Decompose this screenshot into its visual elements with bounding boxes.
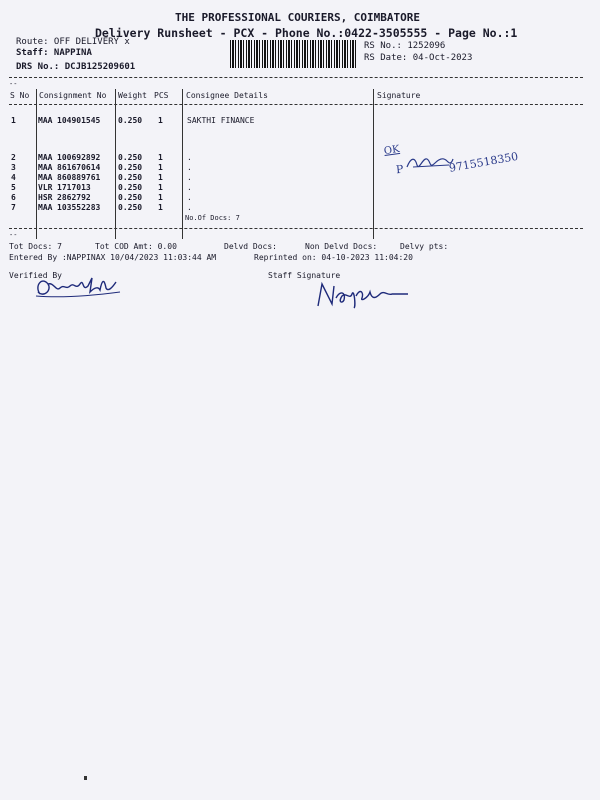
col-details: Consignee Details <box>186 91 268 100</box>
row-details: . <box>187 193 192 202</box>
rs-number: RS No.: 1252096 <box>364 41 446 51</box>
col-sno: S No <box>10 91 30 100</box>
row-weight: 0.250 <box>118 163 143 172</box>
tot-cod: Tot COD Amt: 0.00 <box>95 242 177 251</box>
staff-signature <box>312 278 412 312</box>
delvd-docs: Delvd Docs: <box>224 242 277 251</box>
col-divider <box>373 89 374 239</box>
barcode-image <box>230 40 358 68</box>
staff-signature-label: Staff Signature <box>268 271 341 280</box>
row-details: . <box>187 183 192 192</box>
row-sno: 3 <box>11 163 16 172</box>
row-sno: 6 <box>11 193 16 202</box>
mid-dash-mark: -- <box>9 231 18 239</box>
handwritten-ok: OK <box>383 143 401 158</box>
drs-number: DRS No.: DCJB125209601 <box>16 62 136 72</box>
row-sno: 1 <box>11 116 16 125</box>
row-consignment: 103552283 <box>57 203 101 212</box>
col-consignment: Consignment No <box>39 91 107 100</box>
row-prefix: MAA <box>38 153 53 162</box>
verified-by-label: Verified By <box>9 271 62 280</box>
col-weight: Weight <box>118 91 147 100</box>
row-weight: 0.250 <box>118 203 143 212</box>
row-sno: 5 <box>11 183 16 192</box>
row-sno: 4 <box>11 173 16 182</box>
row-pcs: 1 <box>158 163 163 172</box>
col-divider <box>36 89 37 239</box>
row-prefix: HSR <box>38 193 53 202</box>
row-prefix: MAA <box>38 163 53 172</box>
row-prefix: MAA <box>38 116 53 125</box>
row-pcs: 1 <box>158 183 163 192</box>
row-weight: 0.250 <box>118 183 143 192</box>
verifier-signature <box>30 272 130 302</box>
row-details: SAKTHI FINANCE <box>187 116 255 125</box>
row-consignment: 861670614 <box>57 163 101 172</box>
row-consignment: 2862792 <box>57 193 91 202</box>
row-weight: 0.250 <box>118 193 143 202</box>
table-bottom-rule <box>9 228 583 229</box>
row-pcs: 1 <box>158 153 163 162</box>
col-divider <box>182 89 183 239</box>
col-pcs: PCS <box>154 91 169 100</box>
row-details: . <box>187 153 192 162</box>
company-name: THE PROFESSIONAL COURIERS, COIMBATORE <box>175 11 421 24</box>
handwritten-phone: 9715518350 <box>448 149 520 175</box>
table-top-rule <box>9 77 583 78</box>
row-consignment: 860889761 <box>57 173 101 182</box>
delvy-pts: Delvy pts: <box>400 242 449 251</box>
row-sno: 7 <box>11 203 16 212</box>
row-prefix: VLR <box>38 183 53 192</box>
runsheet-title: Delivery Runsheet - PCX - Phone No.:0422-3505555 - Page No.:1 <box>95 26 518 40</box>
staff-label: Staff: NAPPINA <box>16 48 92 58</box>
non-delvd-docs: Non Delvd Docs: <box>305 242 378 251</box>
route-label: Route: OFF DELIVERY x <box>16 37 130 47</box>
scan-speck <box>84 776 87 780</box>
row-prefix: MAA <box>38 203 53 212</box>
row-weight: 0.250 <box>118 173 143 182</box>
entered-by: Entered By :NAPPINAX 10/04/2023 11:03:44 AM <box>9 253 217 262</box>
col-signature: Signature <box>377 91 421 100</box>
row-consignment: 1717013 <box>57 183 91 192</box>
tot-docs: Tot Docs: 7 <box>9 242 62 251</box>
row-pcs: 1 <box>158 193 163 202</box>
row-pcs: 1 <box>158 173 163 182</box>
row-prefix: MAA <box>38 173 53 182</box>
row-consignment: 100692892 <box>57 153 101 162</box>
row-details: . <box>187 203 192 212</box>
row-pcs: 1 <box>158 203 163 212</box>
row-weight: 0.250 <box>118 116 143 125</box>
header-rule <box>9 104 583 105</box>
row-consignment: 104901545 <box>57 116 101 125</box>
reprinted-on: Reprinted on: 04-10-2023 11:04:20 <box>254 253 413 262</box>
row-details: . <box>187 173 192 182</box>
row-details: . <box>187 163 192 172</box>
col-divider <box>115 89 116 239</box>
handwritten-p-mark: P <box>395 162 405 177</box>
row-pcs: 1 <box>158 116 163 125</box>
row-weight: 0.250 <box>118 153 143 162</box>
rs-date: RS Date: 04-Oct-2023 <box>364 53 473 63</box>
no-of-docs: No.Of Docs: 7 <box>185 214 240 222</box>
top-dash-mark: -- <box>9 80 18 88</box>
row-sno: 2 <box>11 153 16 162</box>
